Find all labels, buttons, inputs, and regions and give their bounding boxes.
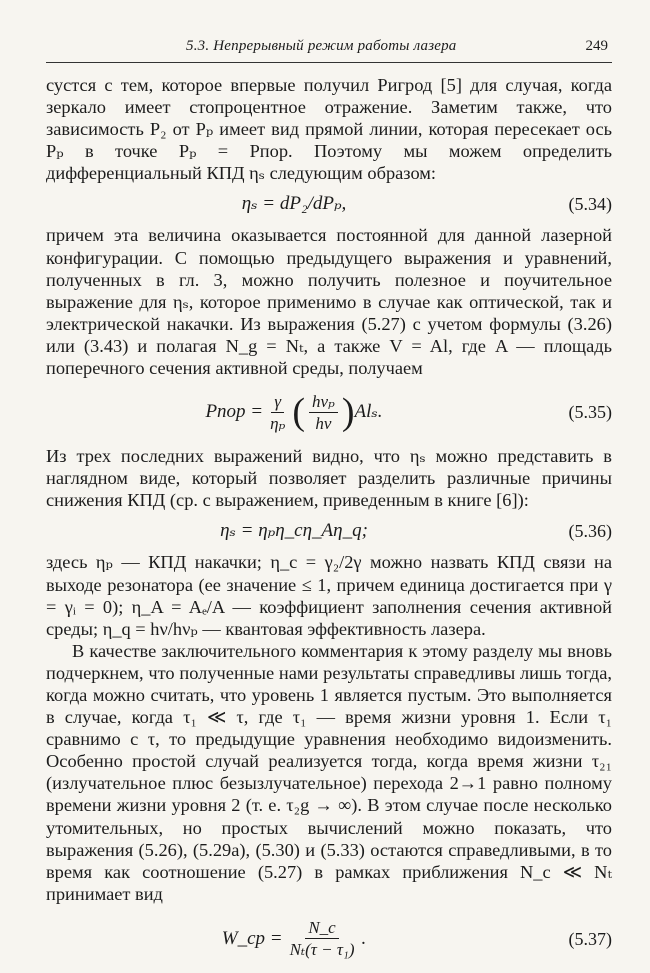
equation-5-35 — [46, 379, 612, 445]
paragraph-1: сустся с тем, которое впервые получил Ригрод [5] для случая, когда зеркало имеет стопроцентное отражение. Заметим также, что зависимость P₂ от Pₚ имеет вид прямой линии, которая пересекает ось Pₚ в точке Pₚ = Pпор. Поэтому мы можем определить дифференциальный КПД ηₛ следующим образом: — [46, 75, 612, 184]
equation-5-37-formula — [46, 905, 542, 973]
equation-5-36-number: (5.36) — [568, 521, 612, 542]
paragraph-4: здесь ηₚ — КПД накачки; η_c = γ₂/2γ можно назвать КПД связи на выходе резонатора (ее значение ≤ 1, причем единица достигается при γ = γᵢ = 0); η_A = Aₑ/A — коэффициент заполнения сечения активной среды; η_q = hν/hνₚ — квантовая эффективность лазера. — [46, 552, 612, 639]
fraction-gamma-over-eta — [267, 391, 288, 434]
fraction-denominator: ηₚ — [270, 413, 286, 433]
equation-5-35-rhs: Alₛ. — [354, 401, 383, 423]
running-header-title: 5.3. Непрерывный режим работы лазера — [186, 38, 457, 54]
page-body — [46, 74, 612, 973]
equation-5-37-lhs: W_cp = — [221, 927, 283, 949]
equation-5-37 — [46, 905, 612, 973]
fraction-numerator: N_c — [305, 917, 338, 939]
fraction-threshold-rate — [287, 917, 358, 960]
equation-5-35-formula — [46, 379, 542, 445]
equation-5-34-number: (5.34) — [568, 194, 612, 215]
equation-5-34-formula: ηₛ = dP₂/dPₚ, — [241, 193, 347, 215]
fraction-denominator: hν — [315, 413, 332, 433]
running-header — [46, 36, 612, 63]
equation-5-35-lhs: Pпор = — [205, 401, 264, 423]
page-number: 249 — [585, 38, 608, 54]
equation-5-34 — [46, 184, 612, 224]
fraction-numerator: γ — [271, 391, 284, 413]
fraction-numerator: hνₚ — [309, 391, 338, 413]
paragraph-2: причем эта величина оказывается постоянной для данной лазерной конфигурации. С помощью предыдущего выражения и уравнений, полученных в гл. 3, можно получить полезное и поучительное выражение для ηₛ, которое применимо в случае как оптической, так и электрической накачки. Из выражения (5.27) с учетом формулы (3.26) или (3.43) и полагая N_g = Nₜ, а также V = Al, где A — площадь поперечного сечения активной среды, получаем — [46, 225, 612, 379]
equation-5-37-number: (5.37) — [568, 928, 612, 949]
fraction-photon-energy — [309, 391, 338, 434]
right-paren: ) — [341, 391, 355, 434]
left-paren: ( — [292, 391, 306, 434]
equation-5-37-tail: . — [361, 927, 367, 949]
paragraph-3: Из трех последних выражений видно, что ηₛ можно представить в наглядном виде, который позволяет разделить различные причины снижения КПД (ср. с выражением, приведенным в книге [6]): — [46, 446, 612, 511]
fraction-denominator: Nₜ(τ − τ₁) — [289, 940, 355, 960]
equation-5-36-formula: ηₛ = ηₚη_cη_Aη_q; — [220, 520, 368, 542]
equation-5-36 — [46, 511, 612, 551]
paragraph-5: В качестве заключительного комментария к этому разделу мы вновь подчеркнем, что полученные нами результаты справедливы лишь тогда, когда можно считать, что уровень 1 является пустым. Это выполняется в случае, когда τ₁ ≪ τ, где τ₁ — время жизни уровня 1. Если τ₁ сравнимо с τ, то предыдущие уравнения необходимо видоизменить. Особенно простой случай реализуется тогда, когда время жизни τ₂₁ (излучательное плюс безызлучательное) перехода 2→1 равно полному времени жизни уровня 2 (т. е. τ₂g → ∞). В этом случае после несколько утомительных, но простых вычислений можно показать, что выражения (5.26), (5.29a), (5.30) и (5.33) остаются справедливыми, в то время как соотношение (5.27) в рамках приближения N_c ≪ Nₜ принимает вид — [46, 640, 612, 904]
equation-5-35-number: (5.35) — [568, 402, 612, 423]
